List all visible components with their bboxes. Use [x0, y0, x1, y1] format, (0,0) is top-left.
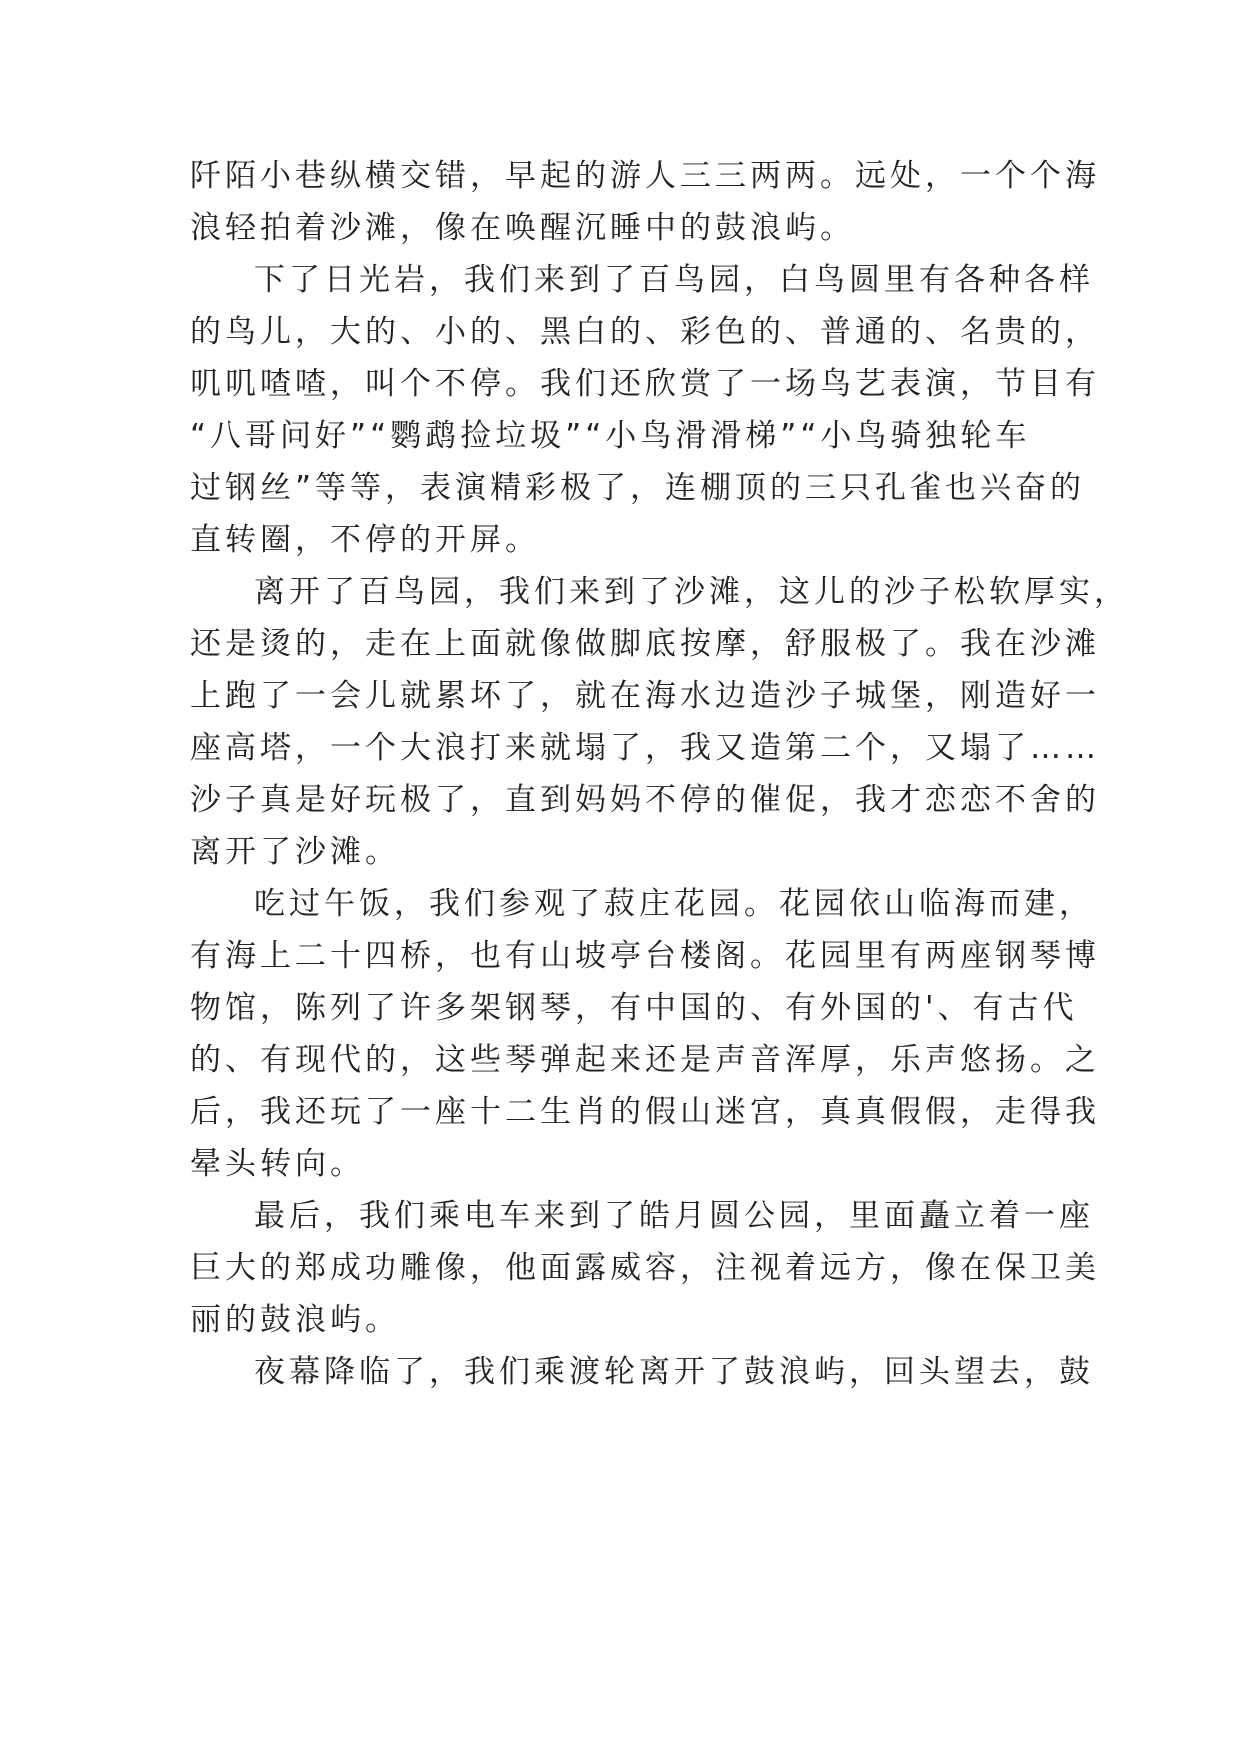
text-line: 还是烫的，走在上面就像做脚底按摩，舒服极了。我在沙滩	[190, 626, 1100, 662]
paragraph-first-line: 吃过午饭，我们参观了菽庄花园。花园依山临海而建，	[254, 886, 1094, 922]
text-line: 离开了沙滩。	[190, 834, 400, 870]
text-line: 座高塔，一个大浪打来就塌了，我又造第二个，又塌了……	[190, 730, 1100, 766]
paragraph-first-line: 最后，我们乘电车来到了皓月圆公园，里面矗立着一座	[254, 1198, 1094, 1234]
paragraph-first-line: 夜幕降临了，我们乘渡轮离开了鼓浪屿，回头望去，鼓	[254, 1354, 1094, 1390]
paragraph-first-line: 离开了百鸟园，我们来到了沙滩，这儿的沙子松软厚实，	[254, 574, 1129, 610]
text-line: 的、有现代的，这些琴弹起来还是声音浑厚，乐声悠扬。之	[190, 1042, 1100, 1078]
text-line: 有海上二十四桥，也有山坡亭台楼阁。花园里有两座钢琴博	[190, 938, 1100, 974]
text-line: 浪轻拍着沙滩，像在唤醒沉睡中的鼓浪屿。	[190, 210, 855, 246]
text-line: 巨大的郑成功雕像，他面露威容，注视着远方，像在保卫美	[190, 1250, 1100, 1286]
text-line: 沙子真是好玩极了，直到妈妈不停的催促，我才恋恋不舍的	[190, 782, 1100, 818]
text-line: 后，我还玩了一座十二生肖的假山迷宫，真真假假，走得我	[190, 1094, 1100, 1130]
text-line: 过钢丝”等等，表演精彩极了，连棚顶的三只孔雀也兴奋的	[190, 470, 1086, 506]
text-line: 阡陌小巷纵横交错，早起的游人三三两两。远处，一个个海	[190, 158, 1100, 194]
text-line: “八哥问好”“鹦鹉捡垃圾”“小鸟滑滑梯”“小鸟骑独轮车	[190, 418, 1031, 454]
text-line: 的鸟儿，大的、小的、黑白的、彩色的、普通的、名贵的，	[190, 314, 1100, 350]
text-line: 叽叽喳喳，叫个不停。我们还欣赏了一场鸟艺表演，节目有	[190, 366, 1100, 402]
text-line: 丽的鼓浪屿。	[190, 1302, 400, 1338]
text-line: 物馆，陈列了许多架钢琴，有中国的、有外国的'、有古代	[190, 990, 1078, 1026]
paragraph-first-line: 下了日光岩，我们来到了百鸟园，白鸟圆里有各种各样	[254, 262, 1094, 298]
text-line: 直转圈，不停的开屏。	[190, 522, 540, 558]
text-line: 晕头转向。	[190, 1146, 365, 1182]
text-line: 上跑了一会儿就累坏了，就在海水边造沙子城堡，刚造好一	[190, 678, 1100, 714]
